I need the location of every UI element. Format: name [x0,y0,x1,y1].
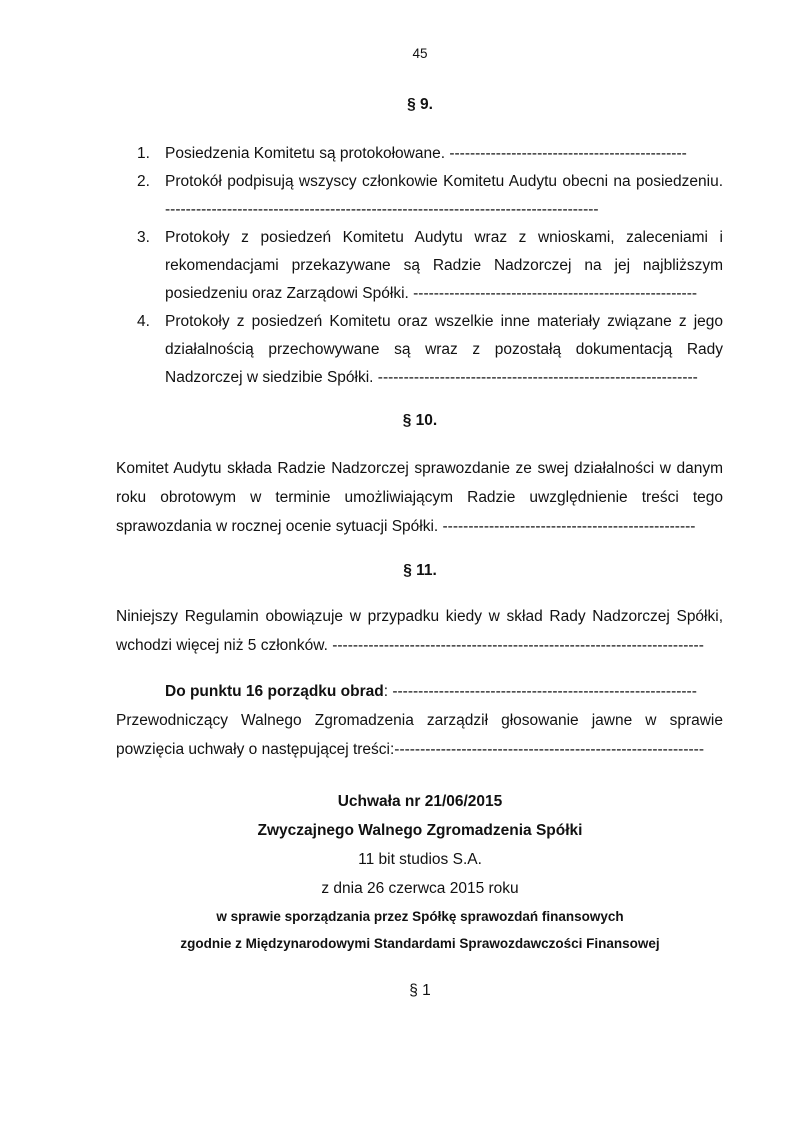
agenda-paragraph [116,677,723,706]
agenda-text: Przewodniczący Walnego Zgromadzenia zarządził głosowanie jawne w sprawie powzięcia uchwały o następującej treści:------------------------------------------------------------ [116,712,723,758]
company-name: 11 bit studios S.A. [358,851,482,868]
list-item-text: Protokół podpisują wszyscy członkowie Komitetu Audytu obecni na posiedzeniu. ------------------------------------------------------------------------------------ [165,173,723,218]
agenda-label-suffix: : ----------------------------------------------------------- [383,683,697,700]
resolution-body: Zwyczajnego Walnego Zgromadzenia Spółki [257,822,583,839]
resolution-subject: w sprawie sporządzania przez Spółkę sprawozdań finansowych [216,909,624,924]
list-item-number: 3. [137,229,150,246]
section-10-heading: § 10. [402,412,438,429]
section-9-heading: § 9. [407,96,433,113]
list-item-text: Posiedzenia Komitetu są protokołowane. ---------------------------------------------- [165,145,687,162]
section-1-heading: § 1 [409,982,431,999]
list-item [137,308,723,392]
list-item-number: 2. [137,173,150,190]
resolution-subject-cont: zgodnie z Międzynarodowymi Standardami Sprawozdawczości Finansowej [180,936,660,951]
resolution-date: z dnia 26 czerwca 2015 roku [321,880,519,897]
section-10-paragraph: Komitet Audytu składa Radzie Nadzorczej sprawozdanie ze swej działalności w danym roku obrotowym w terminie umożliwiającym Radzie uwzględnienie treści tego sprawozdania w rocznej ocenie sytuacji Spółki. ------------------------------------------------- [116,460,723,535]
section-9-list [137,140,723,392]
resolution-number: Uchwała nr 21/06/2015 [337,793,503,810]
list-item-number: 1. [137,145,150,162]
list-item-text: Protokoły z posiedzeń Komitetu Audytu wraz z wnioskami, zaleceniami i rekomendacjami przekazywane są Radzie Nadzorczej na jej najbliższym posiedzeniu oraz Zarządowi Spółki. ------------------------------------------------------- [165,229,723,302]
page-number: 45 [412,46,428,61]
list-item [137,140,723,168]
list-item-number: 4. [137,313,150,330]
section-11-paragraph: Niniejszy Regulamin obowiązuje w przypadku kiedy w skład Rady Nadzorczej Spółki, wchodzi więcej niż 5 członków. ------------------------------------------------------------------------ [116,608,723,654]
list-item [137,168,723,224]
section-11-heading: § 11. [403,562,437,579]
agenda-label: Do punktu 16 porządku obrad [165,683,384,700]
resolution-header [0,787,800,957]
list-item-text: Protokoły z posiedzeń Komitetu oraz wszelkie inne materiały związane z jego działalnością przechowywane są wraz z pozostałą dokumentacją Rady Nadzorczej w siedzibie Spółki. -------------------------------------------------------------- [165,313,723,386]
list-item [137,224,723,308]
